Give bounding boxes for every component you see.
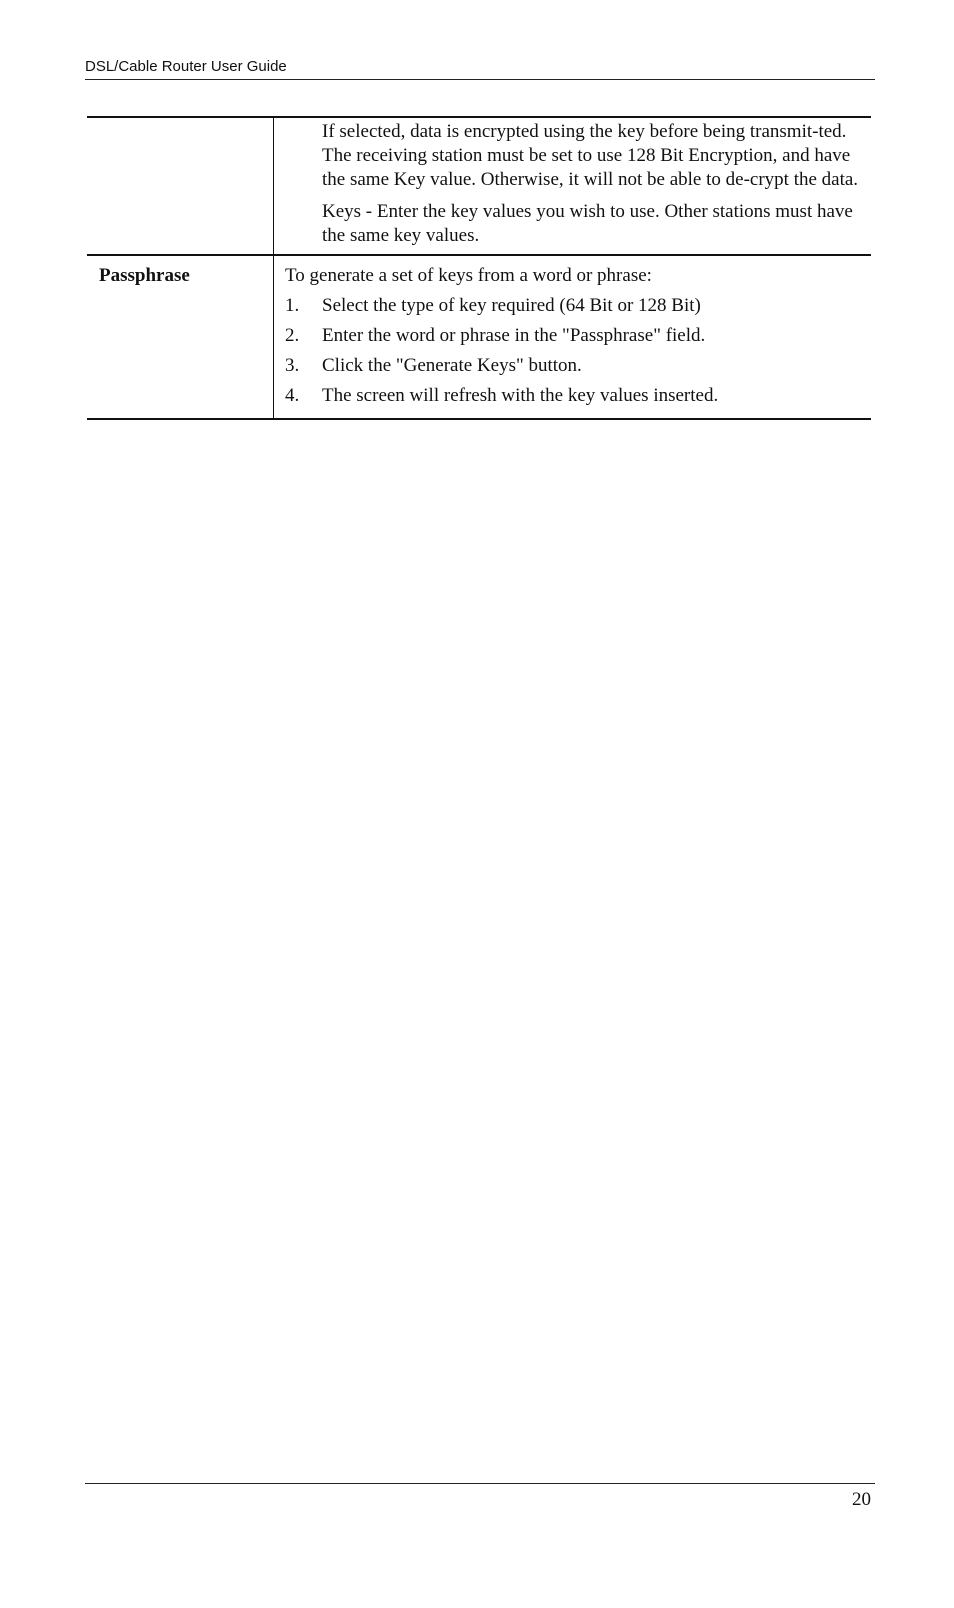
step-text: Select the type of key required (64 Bit or 128 Bit) (322, 295, 701, 316)
step-number: 4. (285, 385, 300, 406)
step-text: Click the "Generate Keys" button. (322, 355, 582, 376)
step-number: 1. (285, 295, 300, 316)
list-item (285, 354, 871, 378)
list-item (285, 324, 871, 348)
row-description (274, 255, 872, 419)
settings-table (87, 116, 871, 420)
step-number: 3. (285, 355, 300, 376)
row-label-passphrase: Passphrase (87, 255, 274, 419)
keys-description-paragraph: Keys - Enter the key values you wish to use. Other stations must have the same key values. (322, 201, 853, 246)
running-header (85, 57, 875, 80)
list-item (285, 384, 871, 408)
table-row-passphrase (87, 255, 871, 419)
step-text: The screen will refresh with the key values inserted. (322, 385, 719, 406)
document-title: DSL/Cable Router User Guide (85, 58, 287, 75)
table-row-encryption-continued (87, 117, 871, 255)
page-number: 20 (852, 1489, 871, 1510)
running-footer (85, 1483, 875, 1510)
row-label-empty (87, 117, 274, 255)
list-item (285, 294, 871, 318)
step-text: Enter the word or phrase in the "Passphrase" field. (322, 325, 706, 346)
encryption-description-paragraph: If selected, data is encrypted using the key before being transmit-ted. The receiving station must be set to use 128 Bit Encryption, and have the same Key value. Otherwise, it will not be able to de-crypt the data. (322, 121, 859, 190)
row-description (274, 117, 872, 255)
passphrase-intro: To generate a set of keys from a word or phrase: (285, 265, 652, 286)
passphrase-steps-list (285, 294, 871, 408)
step-number: 2. (285, 325, 300, 346)
